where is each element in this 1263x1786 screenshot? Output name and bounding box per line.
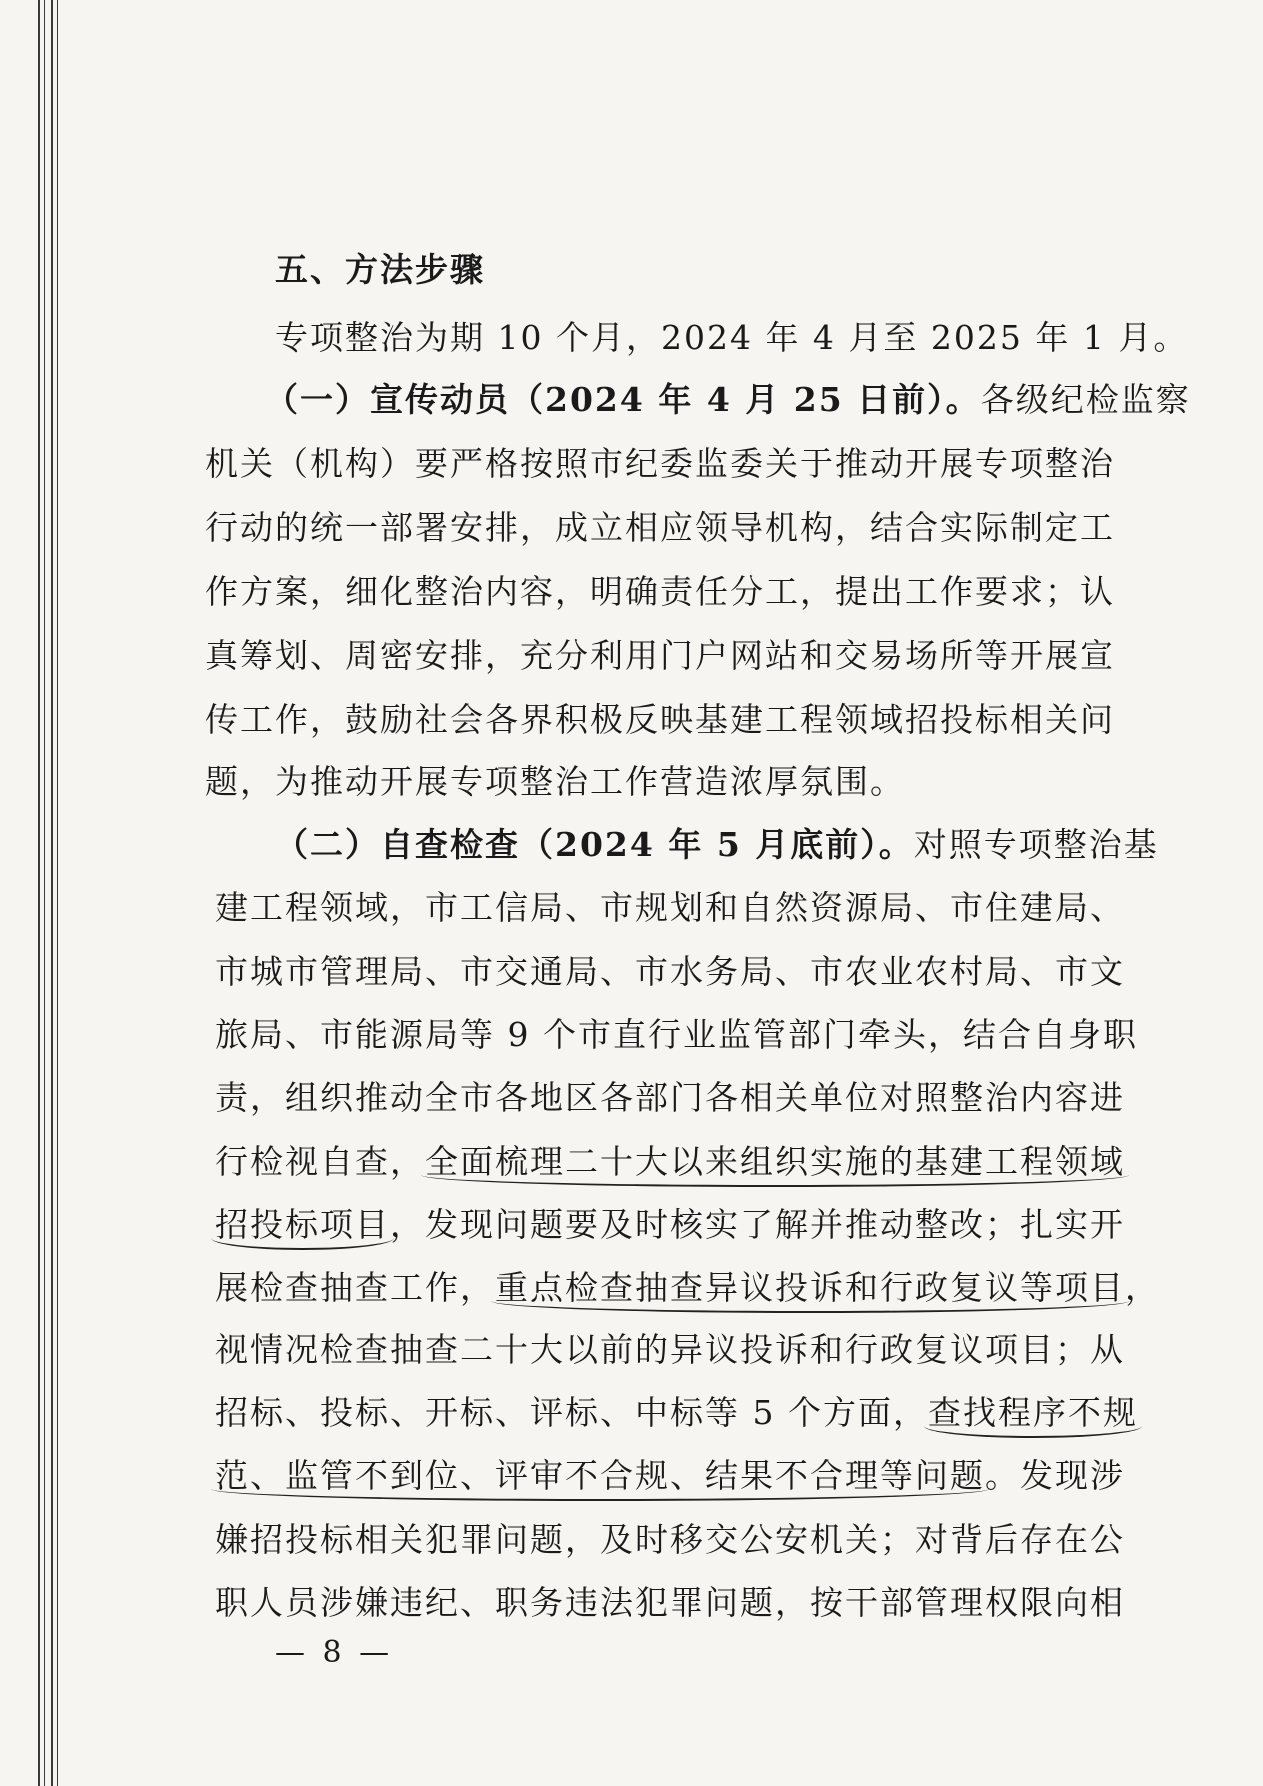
- handwritten-underline: 重点检查抽查异议投诉和行政复议等项目: [495, 1268, 1125, 1307]
- para2-line-13: 职人员涉嫌违纪、职务违法犯罪问题，按干部管理权限向相: [215, 1583, 1125, 1622]
- para2-line-11: 范、监管不到位、评审不合规、结果不合理等问题。发现涉: [215, 1456, 1125, 1495]
- para2-line-9: 视情况检查抽查二十大以前的异议投诉和行政复议项目；从: [215, 1330, 1125, 1369]
- para1-line-7: 题，为推动开展专项整治工作营造浓厚氛围。: [205, 762, 905, 801]
- para2-line-6: 行检视自查，全面梳理二十大以来组织实施的基建工程领域: [215, 1142, 1125, 1181]
- para1-line-5: 真筹划、周密安排，充分利用门户网站和交易场所等开展宣: [205, 636, 1115, 675]
- handwritten-underline: 招投标项目: [215, 1205, 390, 1244]
- para2-line-10: 招标、投标、开标、评标、中标等 5 个方面，查找程序不规: [215, 1393, 1138, 1432]
- page-number: — 8 —: [275, 1635, 394, 1670]
- para2-line-2: 建工程领域，市工信局、市规划和自然资源局、市住建局、: [215, 888, 1125, 927]
- para2-title: （二）自查检查（2024 年 5 月底前）。: [275, 825, 914, 864]
- para1-line-1: （一）宣传动员（2024 年 4 月 25 日前）。各级纪检监察: [265, 380, 1191, 419]
- para2-line-4: 旅局、市能源局等 9 个市直行业监管部门牵头，结合自身职: [215, 1015, 1138, 1054]
- section-intro: 专项整治为期 10 个月，2024 年 4 月至 2025 年 1 月。: [275, 318, 1189, 357]
- para1-line-4: 作方案，细化整治内容，明确责任分工，提出工作要求；认: [205, 572, 1115, 611]
- handwritten-underline: 范、监管不到位、评审不合规、结果不合理等问题: [215, 1456, 985, 1495]
- para2-line-8: 展检查抽查工作，重点检查抽查异议投诉和行政复议等项目，: [215, 1268, 1160, 1307]
- para2-line-1: （二）自查检查（2024 年 5 月底前）。对照专项整治基: [275, 825, 1159, 864]
- section-heading: 五、方法步骤: [275, 250, 485, 289]
- para2-line-12: 嫌招投标相关犯罪问题，及时移交公安机关；对背后存在公: [215, 1520, 1125, 1559]
- para2-line-7: 招投标项目，发现问题要及时核实了解并推动整改；扎实开: [215, 1205, 1125, 1244]
- para1-line-3: 行动的统一部署安排，成立相应领导机构，结合实际制定工: [205, 508, 1115, 547]
- para1-title: （一）宣传动员（2024 年 4 月 25 日前）。: [265, 380, 981, 419]
- para1-line-2: 机关（机构）要严格按照市纪委监委关于推动开展专项整治: [205, 444, 1115, 483]
- para2-line-5: 责，组织推动全市各地区各部门各相关单位对照整治内容进: [215, 1078, 1125, 1117]
- handwritten-underline: 查找程序不规: [927, 1393, 1138, 1432]
- handwritten-underline: 全面梳理二十大以来组织实施的基建工程领域: [425, 1142, 1125, 1181]
- para2-line-3: 市城市管理局、市交通局、市水务局、市农业农村局、市文: [215, 952, 1125, 991]
- para1-line-6: 传工作，鼓励社会各界积极反映基建工程领域招投标相关问: [205, 700, 1115, 739]
